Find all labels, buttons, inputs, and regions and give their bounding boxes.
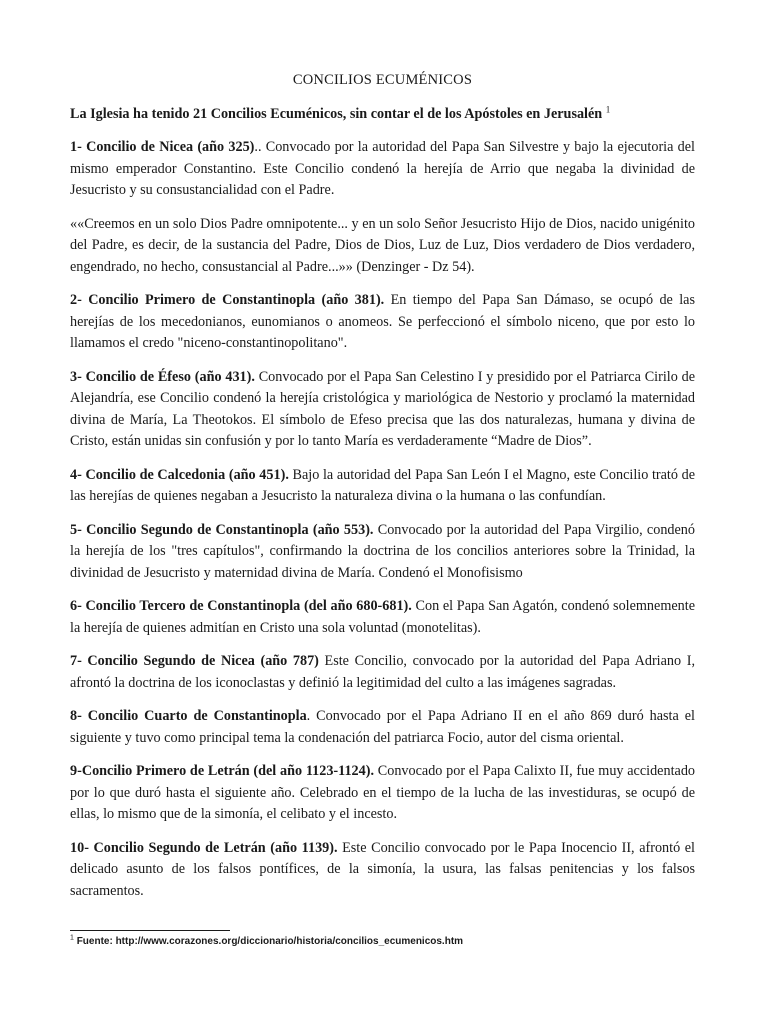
paragraph-council-5 — [70, 520, 695, 585]
council-heading: 7- Concilio Segundo de Nicea (año 787) — [70, 653, 319, 669]
council-text: Convocado por el Papa San Celestino I y presidido por el Patriarca Cirilo de Alejandría, ese Concilio condenó la herejía cristológica y mariológica de Nestorio y proclamó la maternidad divina de María, La Theotokos. El símbolo de Efeso precisa que las dos naturalezas, humana y divina de Cristo, están unidas sin confusión y por lo tanto María es verdaderamente “Madre de Dios”. — [70, 368, 695, 449]
paragraph-council-6 — [70, 596, 695, 639]
footnote — [70, 936, 463, 947]
document-body — [70, 70, 695, 914]
paragraph-council-8 — [70, 706, 695, 749]
council-text: .. Convocado por la autoridad del Papa San Silvestre y bajo la ejecutoria del mismo emperador Constantino. Este Concilio condenó la herejía de Arrio que negaba la divinidad de Jesucristo y su consustancialidad con el Padre. — [70, 139, 695, 198]
footnote-ref: 1 — [605, 103, 611, 114]
paragraph-council-3 — [70, 367, 695, 453]
council-heading: 1- Concilio de Nicea (año 325) — [70, 139, 255, 155]
council-heading: 3- Concilio de Éfeso (año 431). — [70, 368, 255, 385]
council-heading: 9-Concilio Primero de Letrán (del año 1123-1124). — [70, 763, 375, 779]
footnote-number: 1 — [70, 934, 74, 942]
council-heading: 5- Concilio Segundo de Constantinopla (año 553). — [70, 521, 374, 538]
council-heading: 4- Concilio de Calcedonia (año 451). — [70, 466, 289, 483]
quote-text: ««Creemos en un solo Dios Padre omnipotente... y en un solo Señor Jesucristo Hijo de Dios, nacido unigénito del Padre, es decir, de la sustancia del Padre, Dios de Dios, Luz de Luz, Dios verdadero de Dios verdadero, engendrado, no hecho, consustancial al Padre...»» (Denzinger - Dz 54). — [70, 215, 695, 275]
page-title: CONCILIOS ECUMÉNICOS — [292, 72, 473, 88]
council-text: Convocado por el Papa Calixto II, fue muy accidentado por lo que duró hasta el siguiente año. Celebrado en el tiempo de la lucha de las investiduras, se ocupó de ellas, lo mismo que de la simonía, el celibato y el incesto. — [70, 763, 696, 822]
intro-text: La Iglesia ha tenido 21 Concilios Ecuménicos, sin contar el de los Apóstoles en Jerusalén — [70, 105, 603, 122]
paragraph-creed-quote — [70, 214, 695, 279]
council-heading: 10- Concilio Segundo de Letrán (año 1139). — [70, 839, 338, 856]
footnote-divider — [70, 930, 230, 931]
paragraph-council-4 — [70, 465, 695, 508]
council-text: Este Concilio convocado por le Papa Inocencio II, afrontó el delicado asunto de los falsos pontífices, de la simonía, la usura, las falsas penitencias y los falsos sacramentos. — [70, 839, 695, 899]
council-text: En tiempo del Papa San Dámaso, se ocupó de las herejías de los mecedonianos, eunomianos o anomeos. Se perfeccionó el símbolo niceno, que por esto lo llamamos el credo "niceno-constantinopolitano". — [70, 292, 695, 351]
paragraph-council-1 — [70, 137, 695, 202]
paragraph-council-9 — [70, 761, 695, 826]
paragraph-council-7 — [70, 651, 695, 694]
council-heading: 2- Concilio Primero de Constantinopla (año 381). — [70, 292, 385, 308]
council-text: . Convocado por el Papa Adriano II en el año 869 duró hasta el siguiente y tuvo como principal tema la condenación del patriarca Focio, autor del cisma oriental. — [70, 708, 695, 746]
intro-line — [70, 104, 695, 126]
council-text: Este Concilio, convocado por la autoridad del Papa Adriano I, afrontó la doctrina de los iconoclastas y definió la legitimidad del culto a las imágenes sagradas. — [70, 653, 695, 691]
footnote-text: Fuente: http://www.corazones.org/diccionario/historia/concilios_ecumenicos.htm — [76, 936, 464, 947]
council-heading: 6- Concilio Tercero de Constantinopla (del año 680-681). — [70, 598, 412, 614]
council-text: Convocado por la autoridad del Papa Virgilio, condenó la herejía de los "tres capítulos", confirmando la doctrina de los concilios anteriores sobre la Trinidad, la divinidad de Jesucristo y maternidad divina de María. Condenó el Monofisismo — [70, 521, 695, 581]
paragraph-council-2 — [70, 290, 695, 355]
council-text: Con el Papa San Agatón, condenó solemnemente la herejía de quienes admitían en Cristo una sola voluntad (monotelitas). — [70, 598, 695, 636]
council-heading: 8- Concilio Cuarto de Constantinopla — [70, 708, 307, 724]
council-text: Bajo la autoridad del Papa San León I el Magno, este Concilio trató de las herejías de quienes negaban a Jesucristo la naturaleza divina o la humana o las confundían. — [70, 466, 695, 504]
paragraph-council-10 — [70, 838, 695, 903]
